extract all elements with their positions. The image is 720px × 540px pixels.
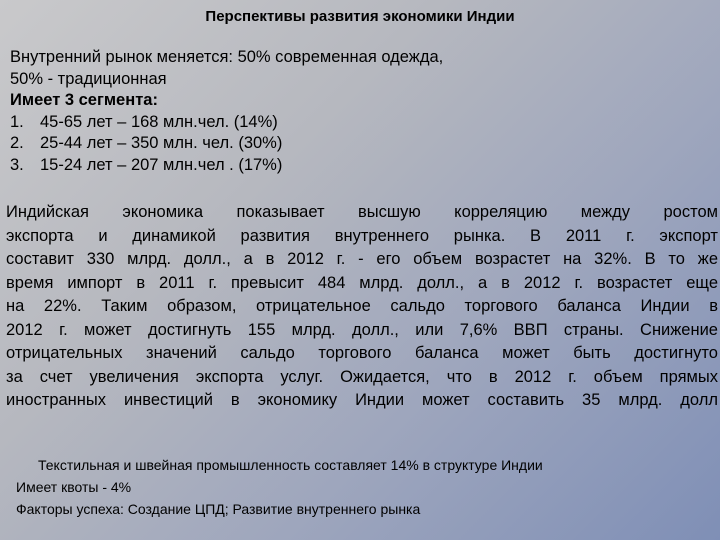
segment-text: 45-65 лет – 168 млн.чел. (14%) <box>40 112 278 131</box>
segment-text: 15-24 лет – 207 млн.чел . (17%) <box>40 155 283 174</box>
paragraph-line: Индийская экономика показывает высшую корреляцию между ростом <box>6 203 718 221</box>
paragraph-line: время импорт в 2011 г. превысит 484 млрд. долл., а в 2012 г. возрастет еще <box>6 273 718 292</box>
paragraph-line: экспорта и динамикой развития внутреннего рынка. В 2011 г. экспорт <box>6 226 718 245</box>
segment-text: 25-44 лет – 350 млн. чел. (30%) <box>40 134 283 152</box>
segment-number: 3. <box>10 155 24 174</box>
paragraph-line: на 22%. Таким образом, отрицательное сальдо торгового баланса Индии в <box>6 297 718 315</box>
intro-block <box>10 47 710 176</box>
paragraph-line: отрицательных значений сальдо торгового баланса может быть достигнуто <box>6 344 718 362</box>
segment-item-3 <box>10 155 710 177</box>
slide-title: Перспективы развития экономики Индии <box>205 8 515 25</box>
segment-number: 1. <box>10 112 24 131</box>
quota-note: Имеет квоты - 4% <box>16 479 132 495</box>
segment-item-1 <box>10 112 710 134</box>
paragraph-line: за счет увеличения экспорта услуг. Ожидается, что в 2012 г. объем прямых <box>6 367 718 386</box>
economy-paragraph <box>6 201 718 413</box>
intro-line-1: Внутренний рынок меняется: 50% современная одежда, <box>10 48 444 66</box>
segments-heading: Имеет 3 сегмента: <box>10 91 158 109</box>
paragraph-line: 2012 г. может достигнуть 155 млрд. долл., или 7,6% ВВП страны. Снижение <box>6 320 718 339</box>
success-factors-note: Факторы успеха: Создание ЦПД; Развитие внутреннего рынка <box>16 501 421 517</box>
segment-item-2 <box>10 133 710 155</box>
segment-number: 2. <box>10 134 24 152</box>
paragraph-line: иностранных инвестиций в экономику Индии может составить 35 млрд. долл <box>6 391 718 409</box>
intro-line-2: 50% - традиционная <box>10 69 167 88</box>
paragraph-line: составит 330 млрд. долл., а в 2012 г. - его объем возрастет на 32%. В то же <box>6 250 718 268</box>
bottom-notes <box>16 454 716 520</box>
textile-share-note: Текстильная и швейная промышленность составляет 14% в структуре Индии <box>38 457 543 473</box>
